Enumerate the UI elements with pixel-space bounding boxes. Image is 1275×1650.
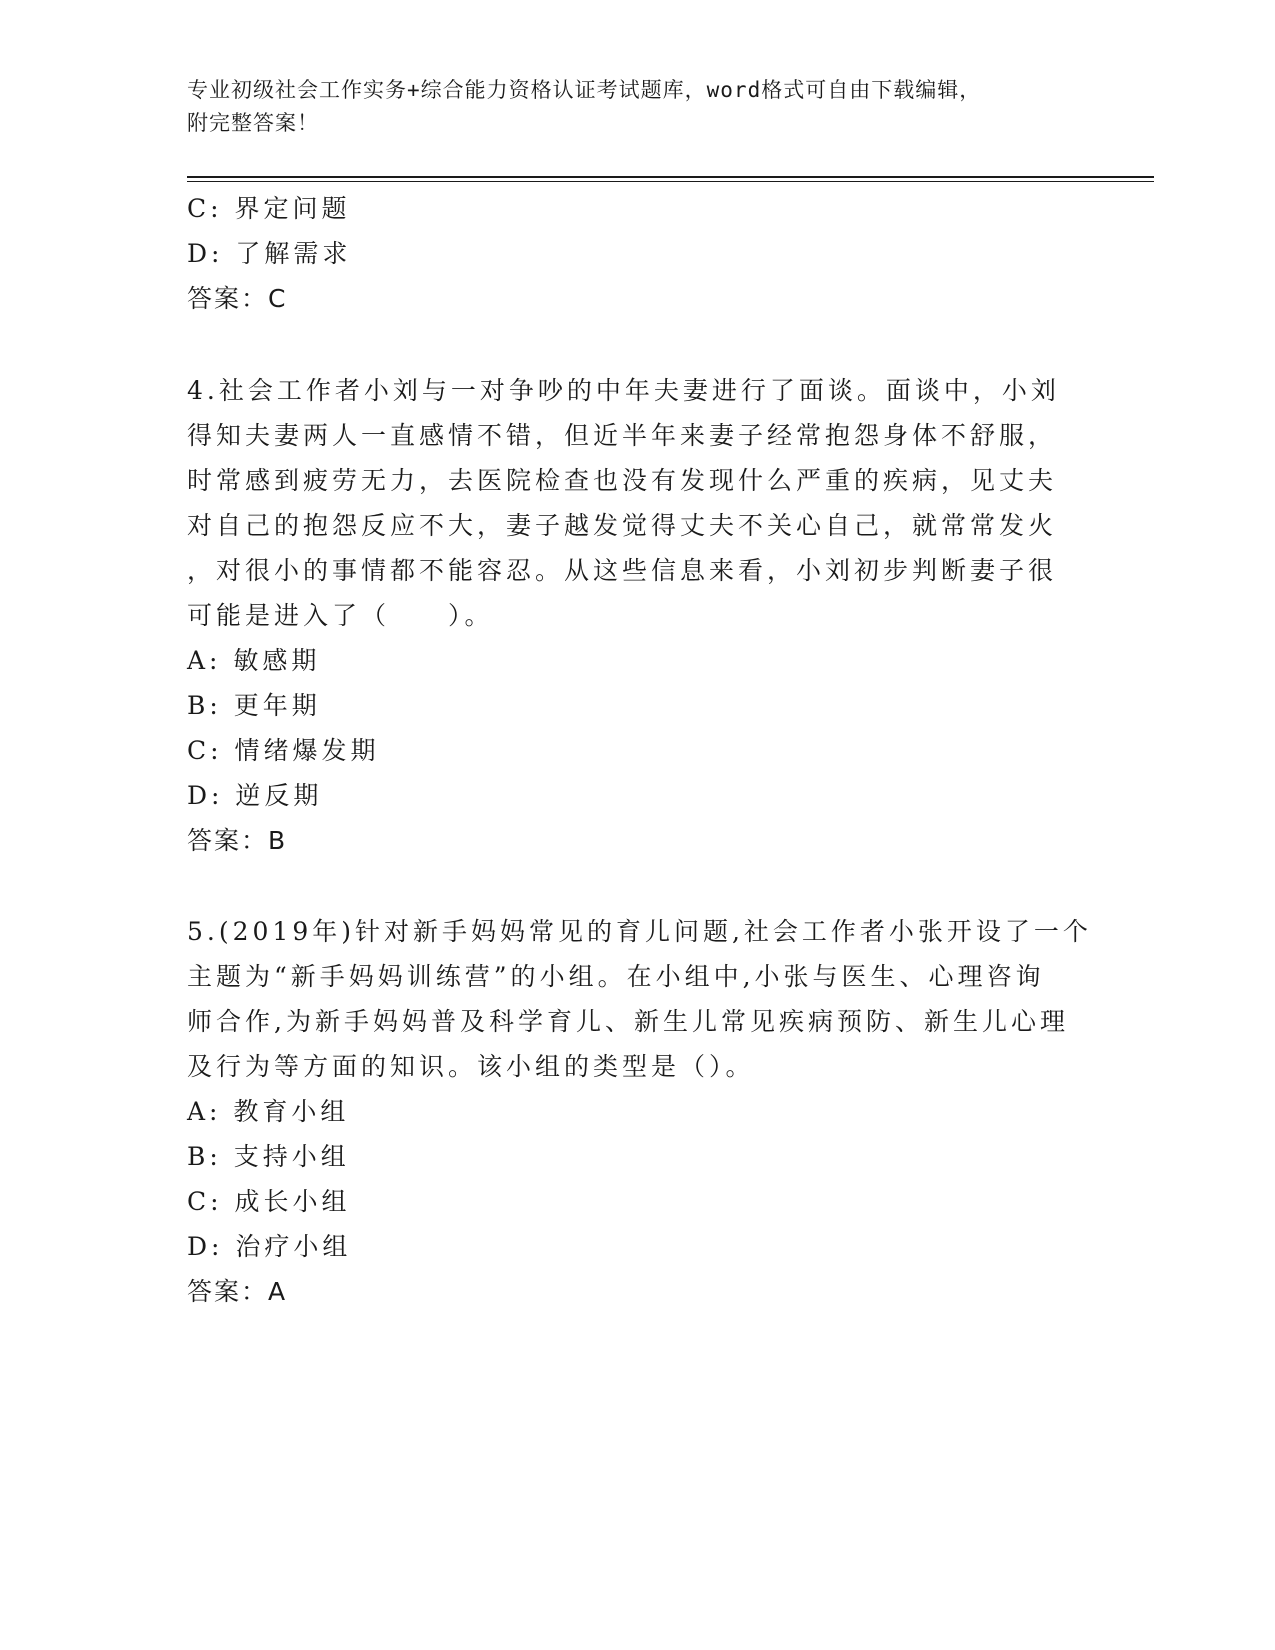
q4-stem-line: 得知夫妻两人一直感情不错，但近半年来妻子经常抱怨身体不舒服， xyxy=(187,421,1058,450)
page-header xyxy=(187,74,1087,140)
header-divider-thin xyxy=(187,181,1154,182)
q3-answer: 答案：C xyxy=(187,284,288,313)
q4-option-b: B: 更年期 xyxy=(187,691,321,720)
header-divider-thick xyxy=(187,176,1154,178)
q4-option-a: A: 敏感期 xyxy=(187,646,321,675)
q3-option-c: C: 界定问题 xyxy=(187,194,351,223)
q5-option-b: B: 支持小组 xyxy=(187,1142,350,1171)
q4-stem-line: 可能是进入了（ ）。 xyxy=(187,601,494,630)
q5-option-a: A: 教育小组 xyxy=(187,1097,350,1126)
q5-option-c: C: 成长小组 xyxy=(187,1187,351,1216)
q4-answer: 答案：B xyxy=(187,826,288,855)
header-line-1: 专业初级社会工作实务+综合能力资格认证考试题库，word格式可自由下载编辑， xyxy=(187,78,982,102)
q3-option-d: D: 了解需求 xyxy=(187,239,352,268)
q4-stem-line: ，对很小的事情都不能容忍。从这些信息来看，小刘初步判断妻子很 xyxy=(187,556,1058,585)
q4-stem-line: 4.社会工作者小刘与一对争吵的中年夫妻进行了面谈。面谈中，小刘 xyxy=(187,376,1060,405)
q5-stem-line: 师合作,为新手妈妈普及科学育儿、新生儿常见疾病预防、新生儿心理 xyxy=(187,1007,1069,1036)
q4-stem-line: 时常感到疲劳无力，去医院检查也没有发现什么严重的疾病，见丈夫 xyxy=(187,466,1058,495)
header-line-2: 附完整答案！ xyxy=(187,111,319,135)
q5-option-d: D: 治疗小组 xyxy=(187,1232,352,1261)
q4-option-d: D: 逆反期 xyxy=(187,781,323,810)
q4-option-c: C: 情绪爆发期 xyxy=(187,736,380,765)
q5-stem-line: 主题为“新手妈妈训练营”的小组。在小组中,小张与医生、心理咨询 xyxy=(187,962,1045,991)
q4-stem-line: 对自己的抱怨反应不大，妻子越发觉得丈夫不关心自己，就常常发火 xyxy=(187,511,1058,540)
q5-stem-line: 5.(2019年)针对新手妈妈常见的育儿问题,社会工作者小张开设了一个 xyxy=(187,917,1092,946)
q5-answer: 答案：A xyxy=(187,1277,288,1306)
q5-stem-line: 及行为等方面的知识。该小组的类型是（）。 xyxy=(187,1052,755,1081)
